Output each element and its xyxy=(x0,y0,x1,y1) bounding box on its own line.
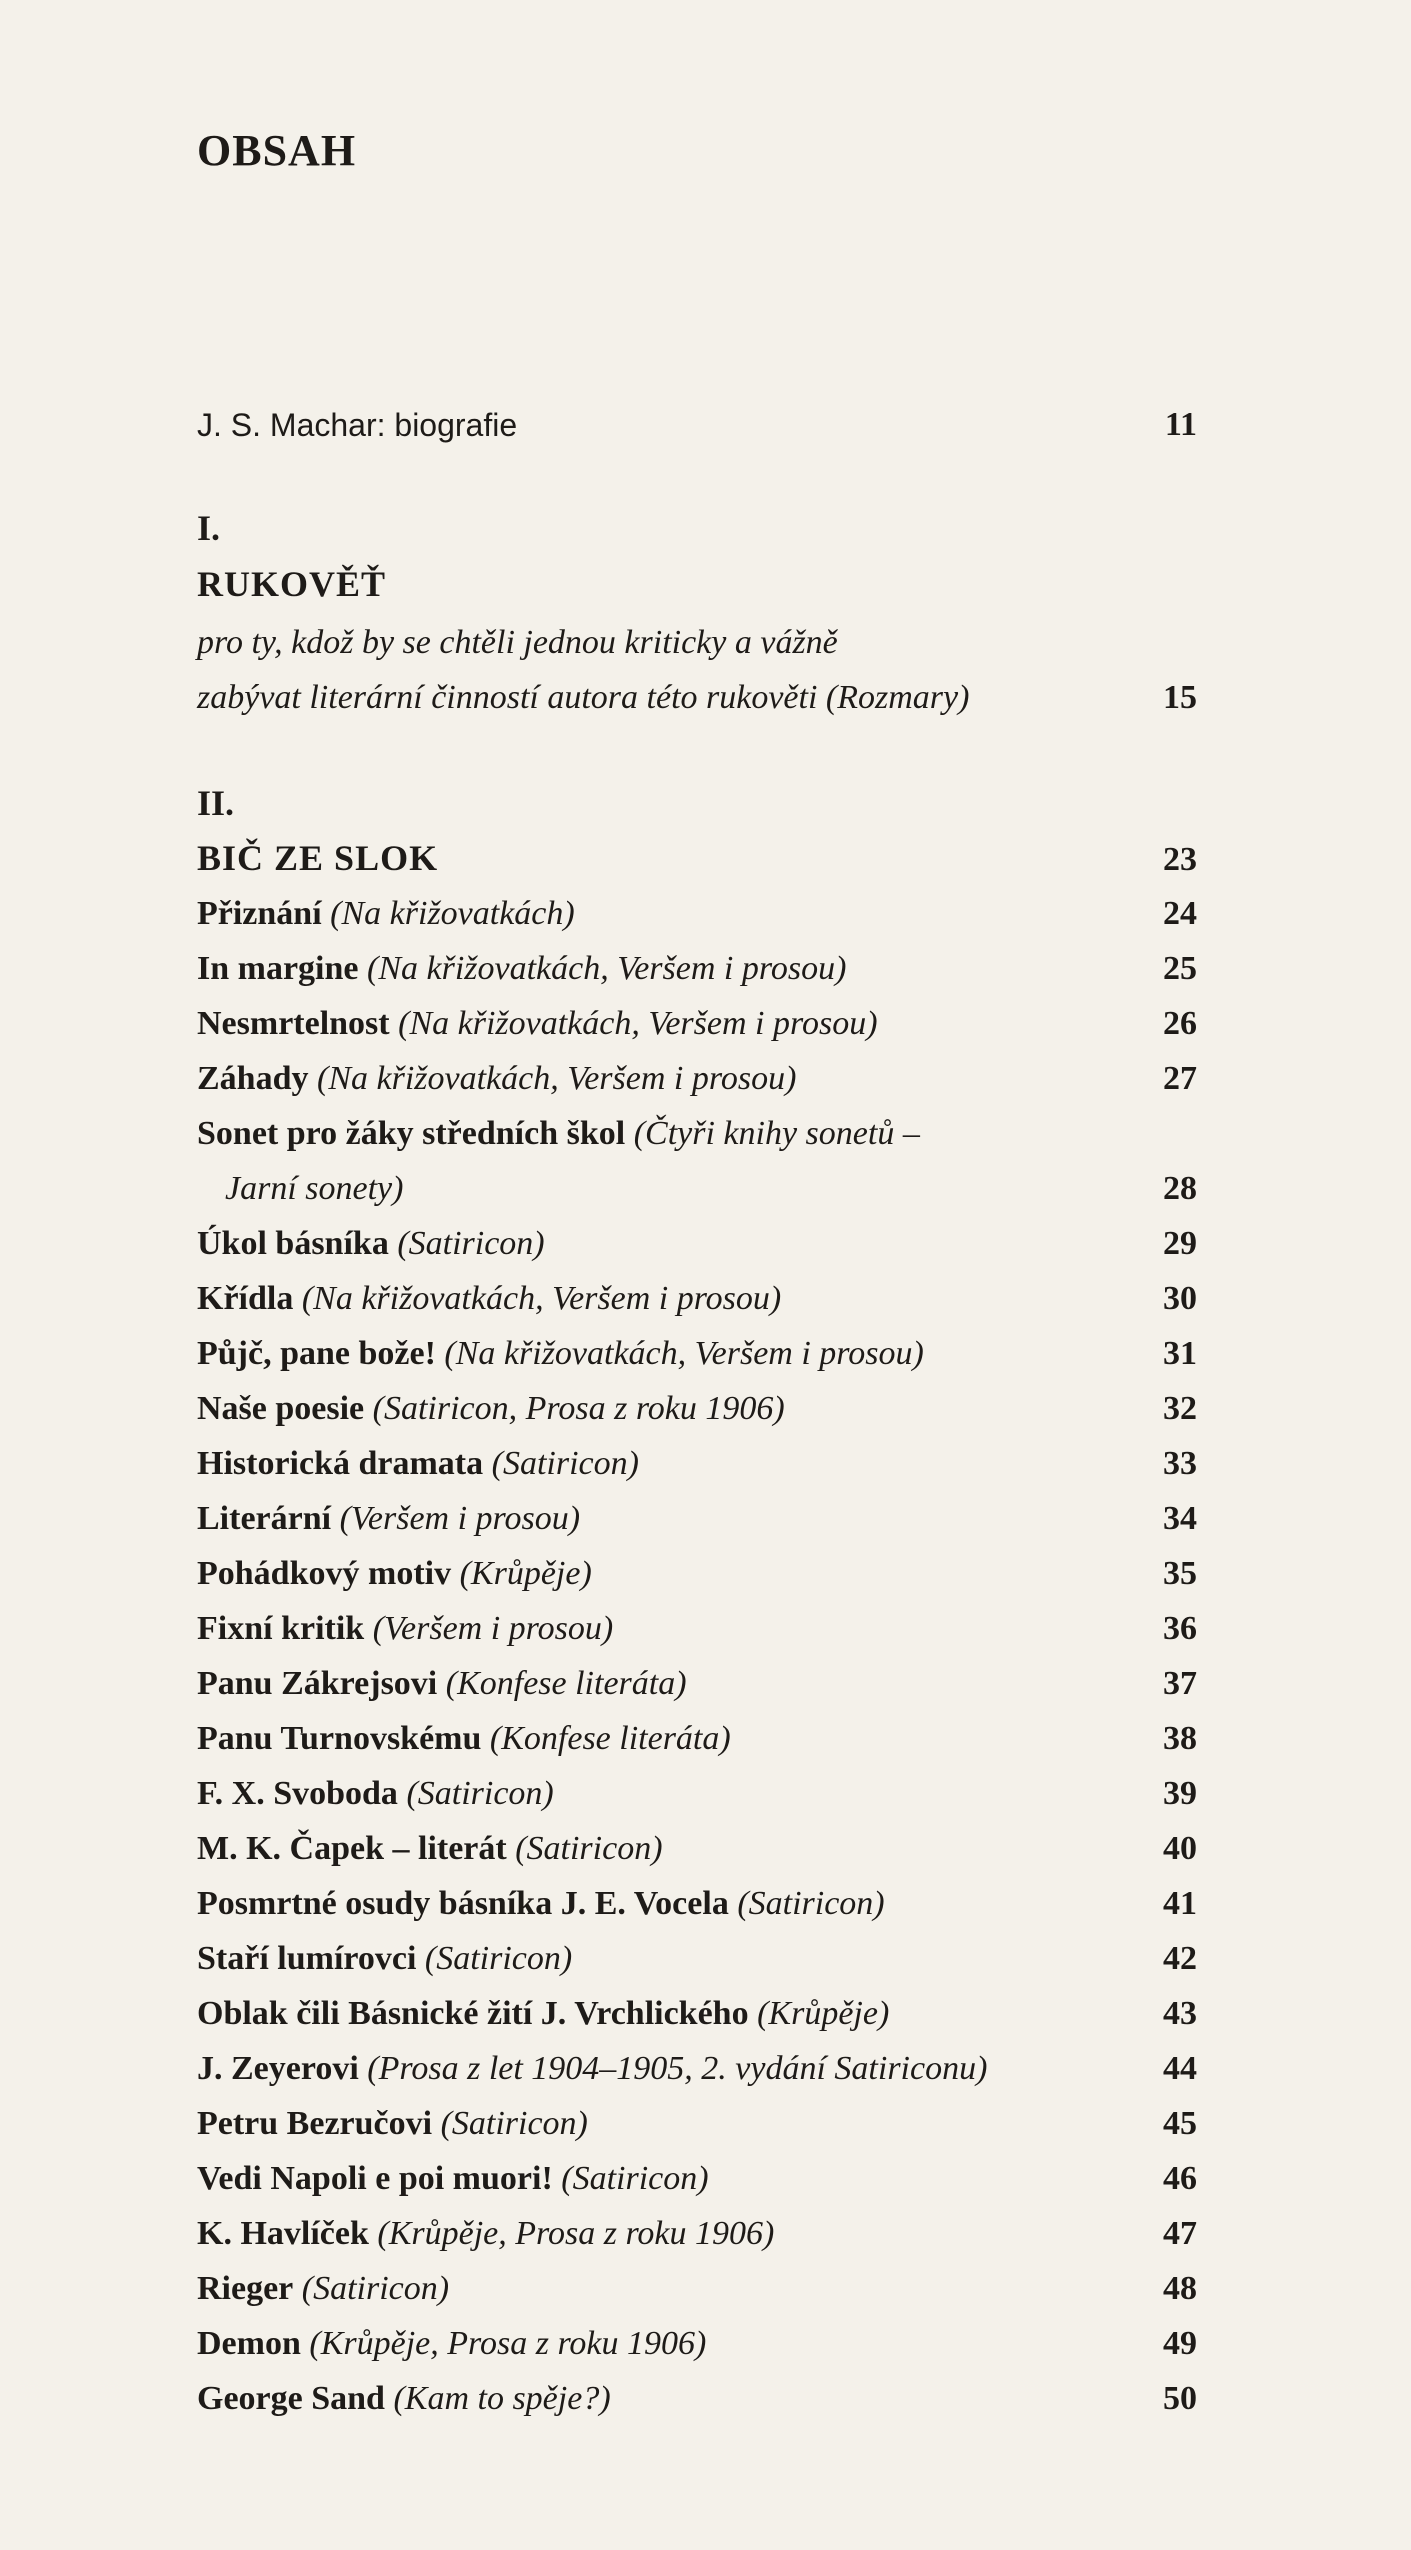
page-number: 33 xyxy=(1163,1445,1197,1482)
page-number: 46 xyxy=(1163,2160,1197,2197)
toc-entry xyxy=(197,2099,1197,2151)
entry-source: (Satiricon) xyxy=(424,1940,573,1977)
page-number: 23 xyxy=(1163,841,1197,878)
entry-title: J. Zeyerovi xyxy=(197,2050,359,2087)
entry-title: Naše poesie xyxy=(197,1390,365,1427)
entry-source: (Na křižovatkách) xyxy=(330,895,575,932)
toc-entry xyxy=(197,2374,1197,2426)
entry-source: (Satiricon) xyxy=(737,1885,885,1922)
entry-title: M. K. Čapek – literát xyxy=(197,1830,507,1867)
toc-entry xyxy=(197,2264,1197,2316)
toc-entry xyxy=(197,1494,1197,1546)
entry-title: F. X. Svoboda xyxy=(197,1775,398,1812)
entry-title: Posmrtné osudy básníka J. E. Vocela xyxy=(197,1885,729,1922)
section-subtitle-line: zabývat literární činností autora této rukověti (Rozmary) 15 xyxy=(197,679,1197,716)
entry-title: K. Havlíček xyxy=(197,2215,369,2252)
entry-title: Historická dramata xyxy=(197,1445,484,1482)
entry-source: (Čtyři knihy sonetů – xyxy=(633,1115,920,1152)
entry-title: Panu Zákrejsovi xyxy=(197,1665,438,1702)
page-number: 47 xyxy=(1163,2215,1197,2252)
page-number: 29 xyxy=(1163,1225,1197,1262)
entry-source: (Satiricon) xyxy=(440,2105,588,2142)
toc-entry xyxy=(197,1879,1197,1931)
toc-entry xyxy=(197,1219,1197,1271)
entry-title: Sonet pro žáky středních škol xyxy=(197,1115,626,1152)
toc-entry xyxy=(197,1604,1197,1656)
entry-title: Demon xyxy=(197,2325,301,2362)
page-number: 38 xyxy=(1163,1720,1197,1757)
entry-source: (Krůpěje) xyxy=(757,1995,890,2032)
entry-title: Petru Bezručovi xyxy=(197,2105,433,2142)
toc-entry xyxy=(197,1824,1197,1876)
toc-entry xyxy=(197,1659,1197,1711)
page-number: 25 xyxy=(1163,950,1197,987)
entry-title: J. S. Machar: biografie xyxy=(197,407,518,443)
page-number: 42 xyxy=(1163,1940,1197,1977)
entry-title: Záhady xyxy=(197,1060,309,1097)
entry-title: Fixní kritik xyxy=(197,1610,365,1647)
entry-source: (Prosa z let 1904–1905, 2. vydání Satiriconu) xyxy=(367,2050,988,2087)
page-number: 24 xyxy=(1163,895,1197,932)
entry-source: (Konfese literáta) xyxy=(489,1720,731,1757)
entry-source: (Satiricon) xyxy=(397,1225,545,1262)
page-number: 48 xyxy=(1163,2270,1197,2307)
entry-title: Oblak čili Básnické žití J. Vrchlického xyxy=(197,1995,749,2032)
entry-source: (Krůpěje, Prosa z roku 1906) xyxy=(309,2325,707,2362)
toc-entry-biography xyxy=(197,400,1197,452)
entry-title: Panu Turnovskému xyxy=(197,1720,482,1757)
page-number: 41 xyxy=(1163,1885,1197,1922)
entry-source: (Satiricon, Prosa z roku 1906) xyxy=(372,1390,785,1427)
toc-entry xyxy=(197,1989,1197,2041)
entry-title: Rieger xyxy=(197,2270,294,2307)
toc-entry xyxy=(197,1109,1197,1161)
page-number: 32 xyxy=(1163,1390,1197,1427)
entry-title: George Sand xyxy=(197,2380,385,2417)
entry-source: (Veršem i prosou) xyxy=(372,1610,614,1647)
entry-source: (Satiricon) xyxy=(406,1775,554,1812)
toc-entry xyxy=(197,1439,1197,1491)
entry-title: Vedi Napoli e poi muori! xyxy=(197,2160,553,2197)
entry-title: Přiznání xyxy=(197,895,322,932)
section-title: RUKOVĚŤ xyxy=(197,564,387,604)
entry-title: Půjč, pane bože! xyxy=(197,1335,436,1372)
entry-source: (Satiricon) xyxy=(515,1830,663,1867)
entry-source: (Na křižovatkách, Veršem i prosou) xyxy=(301,1280,782,1317)
toc-entry xyxy=(197,1164,1197,1216)
toc-entry xyxy=(197,1934,1197,1986)
page-number: 40 xyxy=(1163,1830,1197,1867)
page-number: 31 xyxy=(1163,1335,1197,1372)
page-number: 36 xyxy=(1163,1610,1197,1647)
page-number: 11 xyxy=(1164,406,1197,443)
toc-entry xyxy=(197,2209,1197,2261)
entry-title: Literární xyxy=(197,1500,332,1537)
page-number: 37 xyxy=(1163,1665,1197,1702)
page-number: 49 xyxy=(1163,2325,1197,2362)
entry-source: Jarní sonety) xyxy=(225,1170,404,1207)
entry-source: (Krůpěje, Prosa z roku 1906) xyxy=(377,2215,775,2252)
page-number: 27 xyxy=(1163,1060,1197,1097)
entry-source: (Satiricon) xyxy=(301,2270,450,2307)
entry-title: Úkol básníka xyxy=(197,1225,389,1262)
section-numeral: I. xyxy=(197,508,221,548)
entry-source: (Satiricon) xyxy=(561,2160,709,2197)
section-numeral: II. xyxy=(197,783,235,823)
page-number: 26 xyxy=(1163,1005,1197,1042)
page-number: 35 xyxy=(1163,1555,1197,1592)
toc-entry xyxy=(197,1274,1197,1326)
page-number: 43 xyxy=(1163,1995,1197,2032)
toc-entry xyxy=(197,1054,1197,1106)
page-number: 34 xyxy=(1163,1500,1197,1537)
page-number: 39 xyxy=(1163,1775,1197,1812)
entry-source: (Veršem i prosou) xyxy=(339,1500,581,1537)
entry-title: Křídla xyxy=(197,1280,294,1317)
entry-source: (Kam to spěje?) xyxy=(393,2380,611,2417)
toc-entry xyxy=(197,2319,1197,2371)
toc-entry xyxy=(197,999,1197,1051)
entry-title: Staří lumírovci xyxy=(197,1940,417,1977)
page-number: 50 xyxy=(1163,2380,1197,2417)
entry-title: Nesmrtelnost xyxy=(197,1005,390,1042)
page-number: 30 xyxy=(1163,1280,1197,1317)
page-number: 28 xyxy=(1163,1170,1197,1207)
page-number: 15 xyxy=(1163,679,1197,716)
page-title: OBSAH xyxy=(197,126,357,175)
toc-entry xyxy=(197,1329,1197,1381)
toc-entry xyxy=(197,1714,1197,1766)
entry-source: (Na křižovatkách, Veršem i prosou) xyxy=(367,950,847,987)
section-title: BIČ ZE SLOK 23 xyxy=(197,838,1197,878)
toc-entry xyxy=(197,944,1197,996)
toc-entry xyxy=(197,2044,1197,2096)
toc-entry xyxy=(197,2154,1197,2206)
page-number: 45 xyxy=(1163,2105,1197,2142)
toc-entry xyxy=(197,889,1197,941)
entry-source: (Na křižovatkách, Veršem i prosou) xyxy=(444,1335,924,1372)
entry-source: (Krůpěje) xyxy=(459,1555,592,1592)
entry-source: (Satiricon) xyxy=(491,1445,639,1482)
entry-title: Pohádkový motiv xyxy=(197,1555,452,1592)
entry-source: (Na křižovatkách, Veršem i prosou) xyxy=(317,1060,797,1097)
entry-title: In margine xyxy=(197,950,359,987)
toc-entry xyxy=(197,1384,1197,1436)
page-number: 44 xyxy=(1163,2050,1197,2087)
toc-entry xyxy=(197,1769,1197,1821)
entry-source: (Konfese literáta) xyxy=(445,1665,687,1702)
section-subtitle-line: pro ty, kdož by se chtěli jednou kriticky a vážně xyxy=(197,624,838,661)
entry-source: (Na křižovatkách, Veršem i prosou) xyxy=(398,1005,878,1042)
toc-entry xyxy=(197,1549,1197,1601)
